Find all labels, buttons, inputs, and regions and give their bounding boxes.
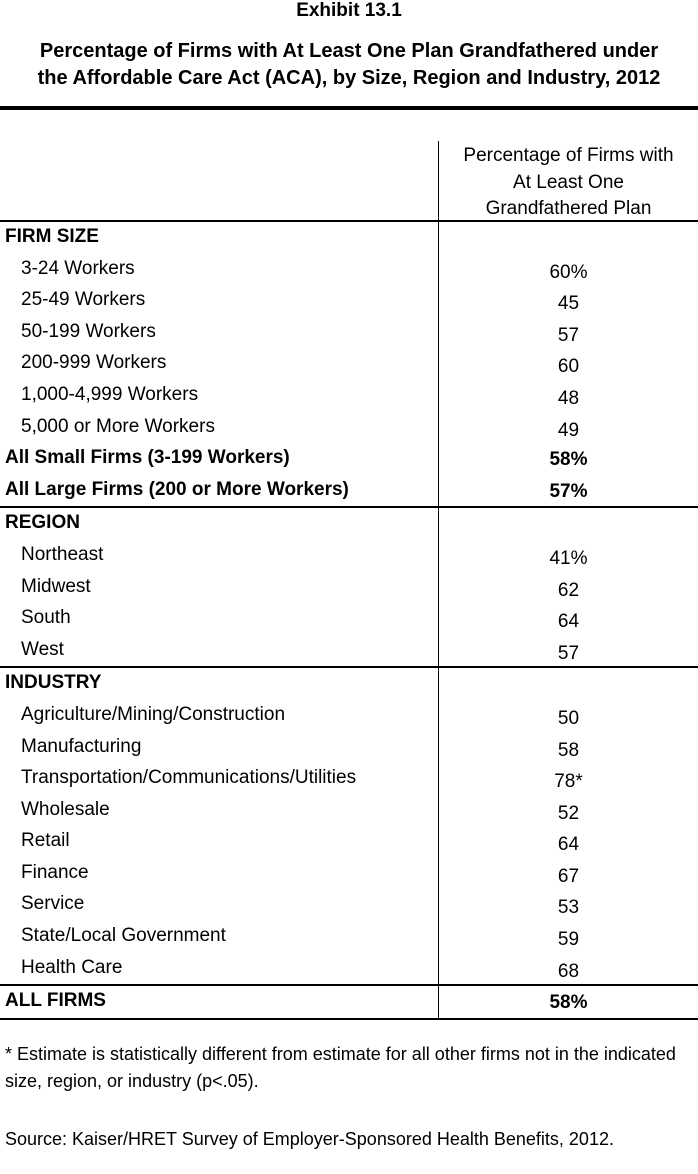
row-label: Manufacturing — [21, 735, 142, 757]
row-label: 1,000-4,999 Workers — [21, 383, 199, 405]
row-value: 49 — [557, 419, 580, 441]
row-label: Transportation/Communications/Utilities — [21, 767, 357, 789]
row-label: Finance — [21, 861, 89, 883]
table-row — [0, 858, 698, 890]
table-row — [0, 540, 698, 572]
title-divider — [0, 106, 698, 110]
section-region — [0, 506, 698, 666]
row-label: Service — [21, 893, 85, 915]
exhibit-title-line-1: Percentage of Firms with At Least One Plan Grandfathered under — [39, 40, 659, 62]
row-value: 58 — [557, 739, 580, 761]
row-label: South — [21, 607, 71, 629]
footnote: * Estimate is statistically different from estimate for all other firms not in the indicated size, region, or industry (p<.05). — [5, 1044, 676, 1091]
row-value: 48 — [557, 387, 580, 409]
row-value: 60% — [549, 261, 588, 283]
row-value: 57 — [557, 324, 580, 346]
section-heading: INDUSTRY — [5, 672, 102, 694]
table-row — [0, 348, 698, 380]
table-row — [0, 572, 698, 604]
source-note: Source: Kaiser/HRET Survey of Employer-Sponsored Health Benefits, 2012. — [5, 1129, 614, 1149]
row-value: 58% — [549, 449, 588, 471]
row-value: 53 — [557, 897, 580, 919]
row-value: 57 — [557, 642, 580, 664]
row-value: 60 — [557, 356, 580, 378]
row-label: 25-49 Workers — [21, 289, 146, 311]
column-header — [0, 141, 698, 220]
row-value: 64 — [557, 834, 580, 856]
row-value: 58% — [549, 992, 588, 1014]
table-row — [0, 700, 698, 732]
table-row — [0, 635, 698, 667]
column-header-text — [439, 143, 698, 223]
table-row — [0, 763, 698, 795]
row-value: 62 — [557, 579, 580, 601]
subtotal-row — [0, 443, 698, 475]
row-label: Northeast — [21, 543, 104, 565]
table-row — [0, 795, 698, 827]
table-row — [0, 254, 698, 286]
row-label: Retail — [21, 830, 70, 852]
row-value: 57% — [549, 480, 588, 502]
row-label: 5,000 or More Workers — [21, 415, 215, 437]
row-label: Midwest — [21, 575, 91, 597]
section-industry — [0, 666, 698, 984]
table-row — [0, 921, 698, 953]
column-header-line-3: Grandfathered Plan — [485, 198, 652, 219]
subtotal-row — [0, 475, 698, 507]
row-label: Agriculture/Mining/Construction — [21, 703, 286, 725]
table-row — [0, 380, 698, 412]
section-heading-row — [0, 668, 698, 700]
row-value: 50 — [557, 707, 580, 729]
column-header-line-2: At Least One — [513, 171, 624, 193]
section-firm-size — [0, 220, 698, 506]
section-heading-row — [0, 222, 698, 254]
row-value: 45 — [557, 293, 580, 315]
row-label: ALL FIRMS — [5, 990, 106, 1012]
row-value: 41% — [549, 547, 588, 569]
row-label: State/Local Government — [21, 925, 226, 947]
table-row — [0, 603, 698, 635]
exhibit-title — [0, 38, 698, 92]
column-header-line-1: Percentage of Firms with — [463, 145, 674, 166]
section-heading: REGION — [5, 512, 80, 534]
row-value: 52 — [557, 802, 580, 824]
section-heading-row — [0, 508, 698, 540]
table-row — [0, 826, 698, 858]
row-label: 50-199 Workers — [21, 320, 156, 342]
exhibit-title-line-2: the Affordable Care Act (ACA), by Size, Region and Industry, 2012 — [37, 67, 661, 89]
row-label: Health Care — [21, 956, 123, 978]
section-heading: FIRM SIZE — [5, 226, 99, 247]
section-all-firms — [0, 984, 698, 1020]
total-row — [0, 986, 698, 1018]
table-row — [0, 285, 698, 317]
exhibit-label: Exhibit 13.1 — [296, 0, 402, 21]
table-row — [0, 889, 698, 921]
table-row — [0, 953, 698, 985]
row-value: 64 — [557, 611, 580, 633]
row-label: West — [21, 638, 64, 660]
table-row — [0, 412, 698, 444]
row-value: 67 — [557, 865, 580, 887]
row-label: All Small Firms (3-199 Workers) — [5, 447, 290, 469]
row-label: Wholesale — [21, 798, 110, 820]
row-value: 59 — [557, 929, 580, 951]
row-value: 68 — [557, 960, 580, 982]
row-label: 3-24 Workers — [21, 257, 135, 279]
row-value: 78* — [554, 771, 583, 793]
table-row — [0, 732, 698, 764]
data-table — [0, 141, 698, 1020]
table-row — [0, 317, 698, 349]
row-label: 200-999 Workers — [21, 352, 167, 374]
row-label: All Large Firms (200 or More Workers) — [5, 478, 349, 500]
